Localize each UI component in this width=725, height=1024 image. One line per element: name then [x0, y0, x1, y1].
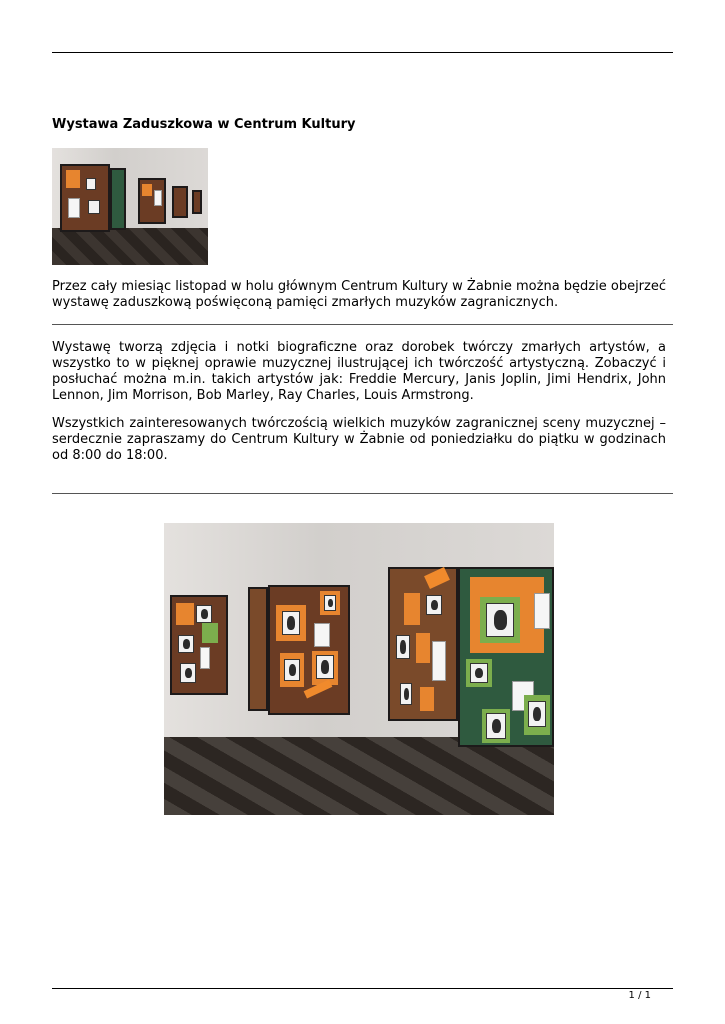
artists-paragraph: Wystawę tworzą zdjęcia i notki biograficzne oraz dorobek twórczy zmarłych artystów, a wszystko to w pięknej oprawie muzycznej ilustrującej ich twórczość artystyczną. Zobaczyć i posłuchać można m.in. takich artystów jak: Freddie Mercury, Janis Joplin, Jimi Hendrix, John Lennon, Jim Morrison, Bob Marley, Ray Charles, Louis Armstrong. [52, 340, 666, 403]
exhibition-thumbnail-photo[interactable] [52, 148, 208, 265]
section-divider-lower [52, 493, 673, 494]
page-number: 1 / 1 [628, 990, 651, 1001]
footer-rule [52, 988, 673, 989]
section-divider [52, 324, 673, 325]
exhibition-main-photo[interactable] [164, 523, 554, 815]
intro-paragraph: Przez cały miesiąc listopad w holu głównym Centrum Kultury w Żabnie można będzie obejrzeć wystawę zaduszkową poświęconą pamięci zmarłych muzyków zagranicznych. [52, 279, 666, 310]
invitation-paragraph: Wszystkich zainteresowanych twórczością wielkich muzyków zagranicznej sceny muzycznej – serdecznie zapraszamy do Centrum Kultury w Żabnie od poniedziałku do piątku w godzinach od 8:00 do 18:00. [52, 416, 666, 463]
top-rule [52, 52, 673, 53]
article-title: Wystawa Zaduszkowa w Centrum Kultury [52, 117, 356, 132]
